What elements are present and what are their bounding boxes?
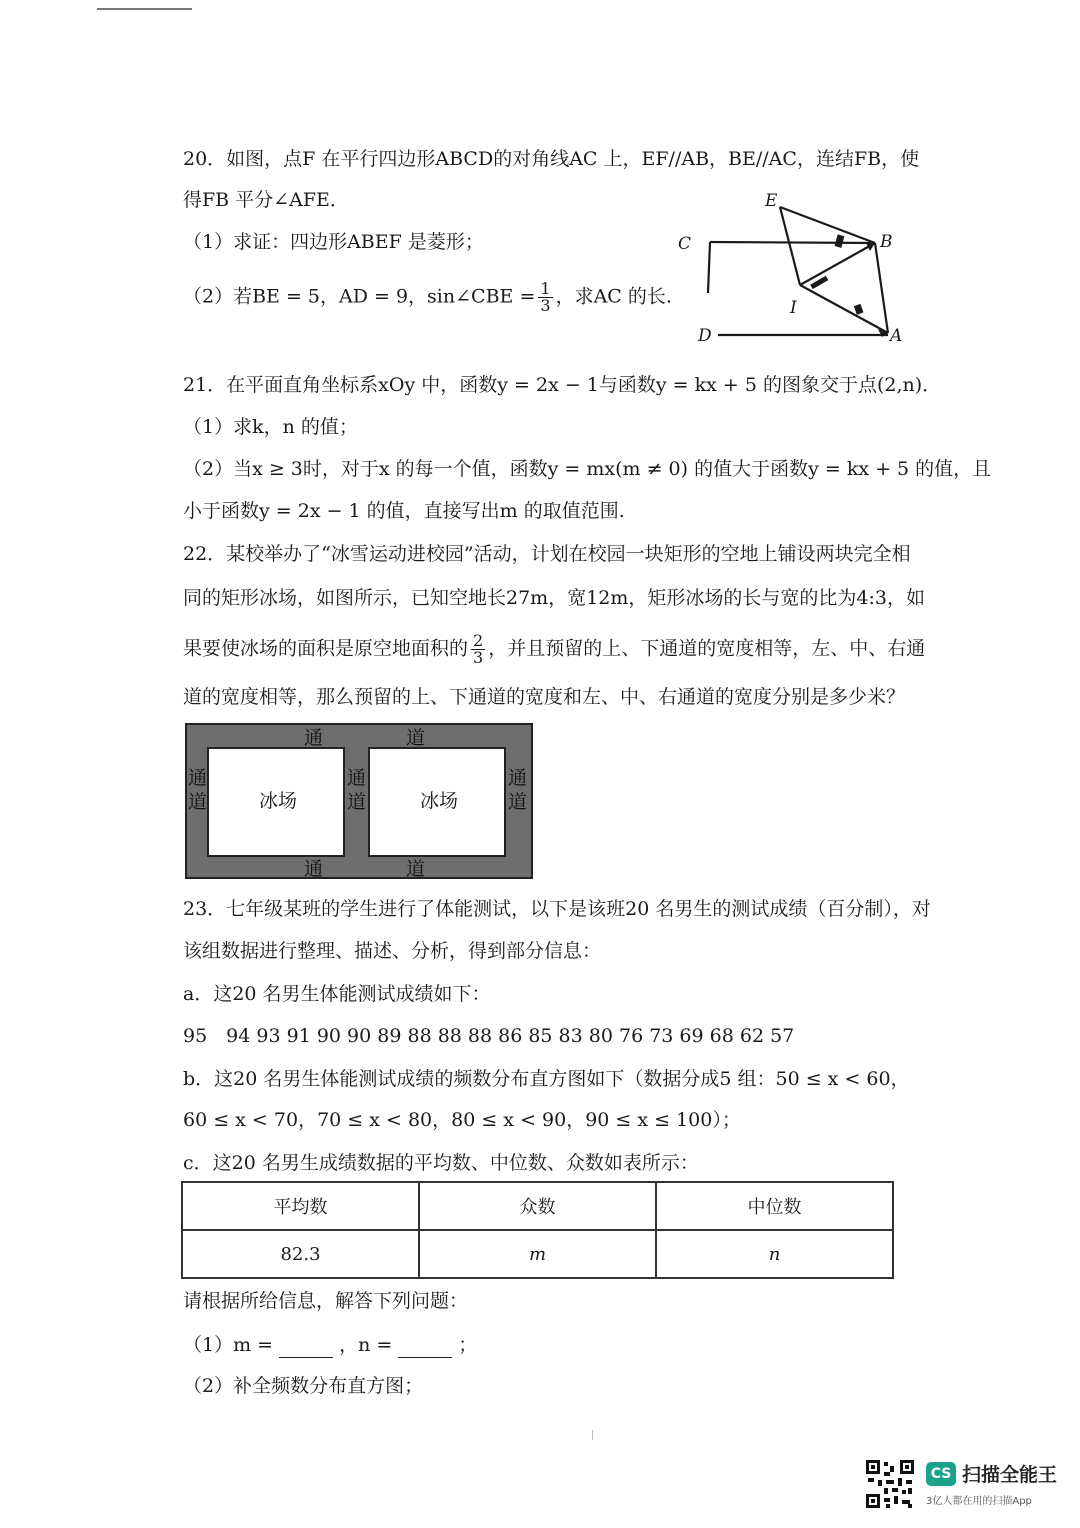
q22-line2: 同的矩形冰场，如图所示，已知空地长27m，宽12m，矩形冰场的长与宽的比为4:3，如 — [183, 587, 925, 609]
bottom-channel-tong: 通 — [304, 858, 324, 880]
q22-line1: 22．某校举办了“冰雪运动进校园”活动，计划在校园一块矩形的空地上铺设两块完全相 — [183, 543, 911, 565]
q23-part1-end: ； — [458, 1334, 478, 1356]
segment-FA — [800, 285, 888, 333]
table-value-mode: m — [419, 1230, 656, 1278]
scan-mark — [592, 1430, 593, 1440]
q23-b-line1: b．这20 名男生体能测试成绩的频数分布直方图如下（数据分成5 组：50 ≤ x < 60， — [183, 1068, 910, 1090]
answer-blank-n[interactable] — [398, 1339, 452, 1358]
label-I: I — [790, 298, 797, 318]
right-channel-dao: 道 — [508, 791, 528, 813]
q23-line1: 23．七年级某班的学生进行了体能测试，以下是该班20 名男生的测试成绩（百分制），对 — [183, 898, 931, 920]
q23-line2: 该组数据进行整理、描述、分析，得到部分信息： — [183, 940, 602, 962]
segment-CB — [710, 242, 875, 243]
q23-part1 — [183, 1332, 477, 1358]
q22-fraction — [471, 633, 485, 666]
q20-line2: 得FB 平分∠AFE． — [183, 189, 349, 211]
qr-code-icon — [864, 1458, 916, 1510]
q23-part2: （2）补全频数分布直方图； — [183, 1375, 424, 1397]
q21-line1: 21．在平面直角坐标系xOy 中，函数y = 2x − 1与函数y = kx + 5 的图象交于点(2,n)． — [183, 374, 942, 396]
answer-blank-m[interactable] — [279, 1339, 333, 1358]
q20-part2-text-b: ，求AC 的长. — [555, 285, 672, 308]
q20-fraction — [538, 281, 552, 314]
scan-edge-line — [97, 8, 192, 10]
label-A: A — [890, 326, 903, 346]
segment-FB — [800, 243, 875, 285]
q20-part1: （1）求证：四边形ABEF 是菱形； — [183, 231, 484, 253]
label-D: D — [698, 326, 712, 346]
table-header-row — [182, 1182, 893, 1230]
q22-rink-diagram — [184, 722, 534, 880]
segment-EB — [780, 207, 875, 243]
table-header-mode: 众数 — [419, 1182, 656, 1230]
q20-frac-den: 3 — [540, 296, 551, 315]
q21-part1: （1）求k，n 的值； — [183, 416, 358, 438]
q22-line3 — [183, 633, 925, 666]
segment-BA — [875, 243, 888, 333]
q22-line3-text-b: ，并且预留的上、下通道的宽度相等，左、中、右通 — [488, 637, 926, 660]
segment-C-left — [708, 242, 710, 293]
label-C: C — [678, 234, 692, 254]
table-header-median: 中位数 — [656, 1182, 893, 1230]
top-channel-dao: 道 — [406, 727, 426, 749]
table-header-mean: 平均数 — [182, 1182, 419, 1230]
rink-left-label: 冰场 — [259, 790, 298, 812]
camscanner-logo-icon: CS — [926, 1462, 956, 1486]
middle-channel-dao: 道 — [347, 791, 367, 813]
q20-part2 — [183, 281, 672, 314]
label-B: B — [880, 232, 893, 252]
rink-right-label: 冰场 — [420, 790, 459, 812]
q22-line3-text-a: 果要使冰场的面积是原空地面积的 — [183, 637, 469, 660]
table-value-median: n — [656, 1230, 893, 1278]
q21-part2-line1: （2）当x ≥ 3时，对于x 的每一个值，函数y = mx(m ≠ 0) 的值大于函数y = kx + 5 的值，且 — [183, 458, 992, 480]
q21-part2-line2: 小于函数y = 2x − 1 的值，直接写出m 的取值范围. — [183, 500, 625, 522]
q23-instruction: 请根据所给信息，解答下列问题： — [183, 1290, 469, 1312]
q23-c-label: c．这20 名男生成绩数据的平均数、中位数、众数如表所示： — [183, 1152, 699, 1174]
segment-EF — [780, 207, 800, 285]
tick-mark — [854, 304, 864, 315]
watermark-subtitle: 3亿人都在用的扫描App — [926, 1496, 1032, 1507]
q23-a-label: a．这20 名男生体能测试成绩如下： — [183, 983, 491, 1005]
diagonal-AC-hidden — [710, 242, 888, 335]
q20-part2-text-a: （2）若BE = 5，AD = 9，sin∠CBE = — [183, 285, 536, 308]
tick-mark — [835, 234, 845, 247]
table-value-row — [182, 1230, 893, 1278]
q22-frac-den: 3 — [473, 648, 484, 667]
bottom-channel-dao: 道 — [406, 858, 426, 880]
watermark-title: 扫描全能王 — [962, 1464, 1058, 1486]
table-value-mean: 82.3 — [182, 1230, 419, 1278]
middle-channel-tong: 通 — [347, 767, 367, 789]
q22-line4: 道的宽度相等，那么预留的上、下通道的宽度和左、中、右通道的宽度分别是多少米？ — [183, 686, 906, 708]
q23-part1-n: ，n = — [339, 1334, 393, 1356]
q23-stats-table — [181, 1181, 894, 1279]
q20-line1: 20．如图，点F 在平行四边形ABCD的对角线AC 上，EF//AB，BE//AC，连结FB，使 — [183, 148, 920, 170]
q23-part1-m: （1）m = — [183, 1334, 274, 1356]
top-channel-tong: 通 — [304, 727, 324, 749]
right-channel-tong: 通 — [508, 767, 528, 789]
label-E: E — [765, 191, 778, 211]
q23-b-line2: 60 ≤ x < 70，70 ≤ x < 80，80 ≤ x < 90，90 ≤ x ≤ 100）； — [183, 1109, 741, 1131]
q20-geometry-figure — [670, 185, 920, 350]
left-channel-tong: 通 — [188, 767, 208, 789]
q20-frac-num: 1 — [540, 279, 551, 298]
q22-frac-num: 2 — [473, 631, 484, 650]
q23-scores: 95 94 93 91 90 90 89 88 88 88 86 85 83 80 76 73 69 68 62 57 — [183, 1025, 795, 1047]
left-channel-dao: 道 — [188, 791, 208, 813]
